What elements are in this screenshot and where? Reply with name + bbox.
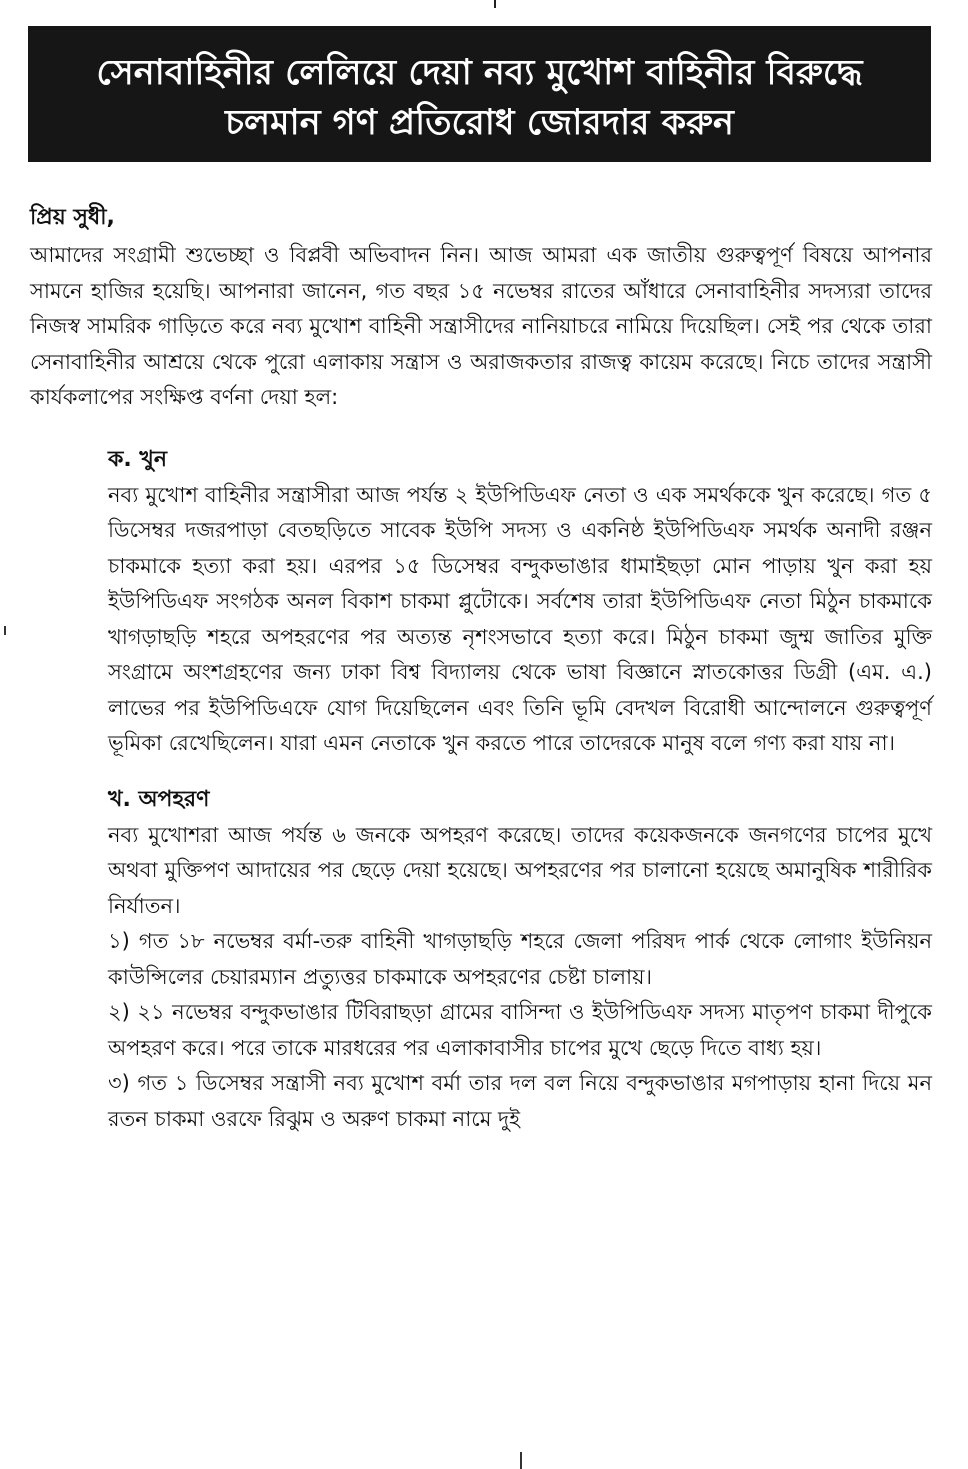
page-edge-mark-top [494,0,496,8]
section-abduction-title: খ. অপহরণ [108,786,210,812]
abduction-item-1: ১) গত ১৮ নভেম্বর বর্মা-তরু বাহিনী খাগড়াছড়ি শহরে জেলা পরিষদ পার্ক থেকে লোগাং ইউনিয়ন কাউন্সিলের চেয়ারম্যান প্রত্যুত্তর চাকমাকে অপহরণের চেষ্টা চালায়। [108,929,932,989]
section-abduction [108,782,932,1138]
headline-line-2: চলমান গণ প্রতিরোধ জোরদার করুন [225,103,734,143]
salutation: প্রিয় সুধী, [30,205,115,230]
abduction-item-3: ৩) গত ১ ডিসেম্বর সন্ত্রাসী নব্য মুখোশ বর্মা তার দল বল নিয়ে বন্দুকভাঙার মগপাড়ায় হানা দিয়ে মন রতন চাকমা ওরফে রিঝুম ও অরুণ চাকমা নামে দুই [108,1071,932,1131]
section-murder-title: ক. খুন [108,446,167,472]
section-murder [108,442,932,762]
page-edge-mark-bottom [520,1452,522,1469]
page-edge-mark-left [4,626,6,635]
leaflet-body [30,200,932,1137]
abduction-item-2: ২) ২১ নভেম্বর বন্দুকভাঙার টিবিরাছড়া গ্রামের বাসিন্দা ও ইউপিডিএফ সদস্য মাতৃপণ চাকমা দীপুকে অপহরণ করে। পরে তাকে মারধরের পর এলাকাবাসীর চাপের মুখে ছেড়ে দিতে বাধ্য হয়। [108,1000,932,1060]
headline-banner [28,26,931,162]
section-abduction-intro: নব্য মুখোশরা আজ পর্যন্ত ৬ জনকে অপহরণ করেছে। তাদের কয়েকজনকে জনগণের চাপের মুখে অথবা মুক্তিপণ আদায়ের পর ছেড়ে দেয়া হয়েছে। অপহরণের পর চালানো হয়েছে অমানুষিক শারীরিক নির্যাতন। [108,822,932,918]
section-murder-body: নব্য মুখোশ বাহিনীর সন্ত্রাসীরা আজ পর্যন্ত ২ ইউপিডিএফ নেতা ও এক সমর্থককে খুন করেছে। গত ৫ ডিসেম্বর দজরপাড়া বেতছড়িতে সাবেক ইউপি সদস্য ও একনিষ্ঠ ইউপিডিএফ সমর্থক অনাদী রঞ্জন চাকমাকে হত্যা করা হয়। এরপর ১৫ ডিসেম্বর বন্দুকভাঙার ধামাইছড়া মোন পাড়ায় খুন করা হয় ইউপিডিএফ সংগঠক অনল বিকাশ চাকমা প্লুটোকে। সর্বশেষ তারা ইউপিডিএফ নেতা মিঠুন চাকমাকে খাগড়াছড়ি শহরে অপহরণের পর অত্যন্ত নৃশংসভাবে হত্যা করে। মিঠুন চাকমা জুম্ম জাতির মুক্তি সংগ্রামে অংশগ্রহণের জন্য ঢাকা বিশ্ব বিদ্যালয় থেকে ভাষা বিজ্ঞানে স্নাতকোত্তর ডিগ্রী (এম. এ.) লাভের পর ইউপিডিএফে যোগ দিয়েছিলেন এবং তিনি ভূমি বেদখল বিরোধী আন্দোলনে গুরুত্বপূর্ণ ভূমিকা রেখেছিলেন। যারা এমন নেতাকে খুন করতে পারে তাদেরকে মানুষ বলে গণ্য করা যায় না। [108,482,932,755]
headline-line-1: সেনাবাহিনীর লেলিয়ে দেয়া নব্য মুখোশ বাহিনীর বিরুদ্ধে [96,53,863,93]
intro-paragraph: আমাদের সংগ্রামী শুভেচ্ছা ও বিপ্লবী অভিবাদন নিন। আজ আমরা এক জাতীয় গুরুত্বপূর্ণ বিষয়ে আপনার সামনে হাজির হয়েছি। আপনারা জানেন, গত বছর ১৫ নভেম্বর রাতের আঁধারে সেনাবাহিনীর সদস্যরা তাদের নিজস্ব সামরিক গাড়িতে করে নব্য মুখোশ বাহিনী সন্ত্রাসীদের নানিয়াচরে নামিয়ে দিয়েছিল। সেই পর থেকে তারা সেনাবাহিনীর আশ্রয়ে থেকে পুরো এলাকায় সন্ত্রাস ও অরাজকতার রাজত্ব কায়েম করেছে। নিচে তাদের সন্ত্রাসী কার্যকলাপের সংক্ষিপ্ত বর্ণনা দেয়া হল: [30,243,932,409]
